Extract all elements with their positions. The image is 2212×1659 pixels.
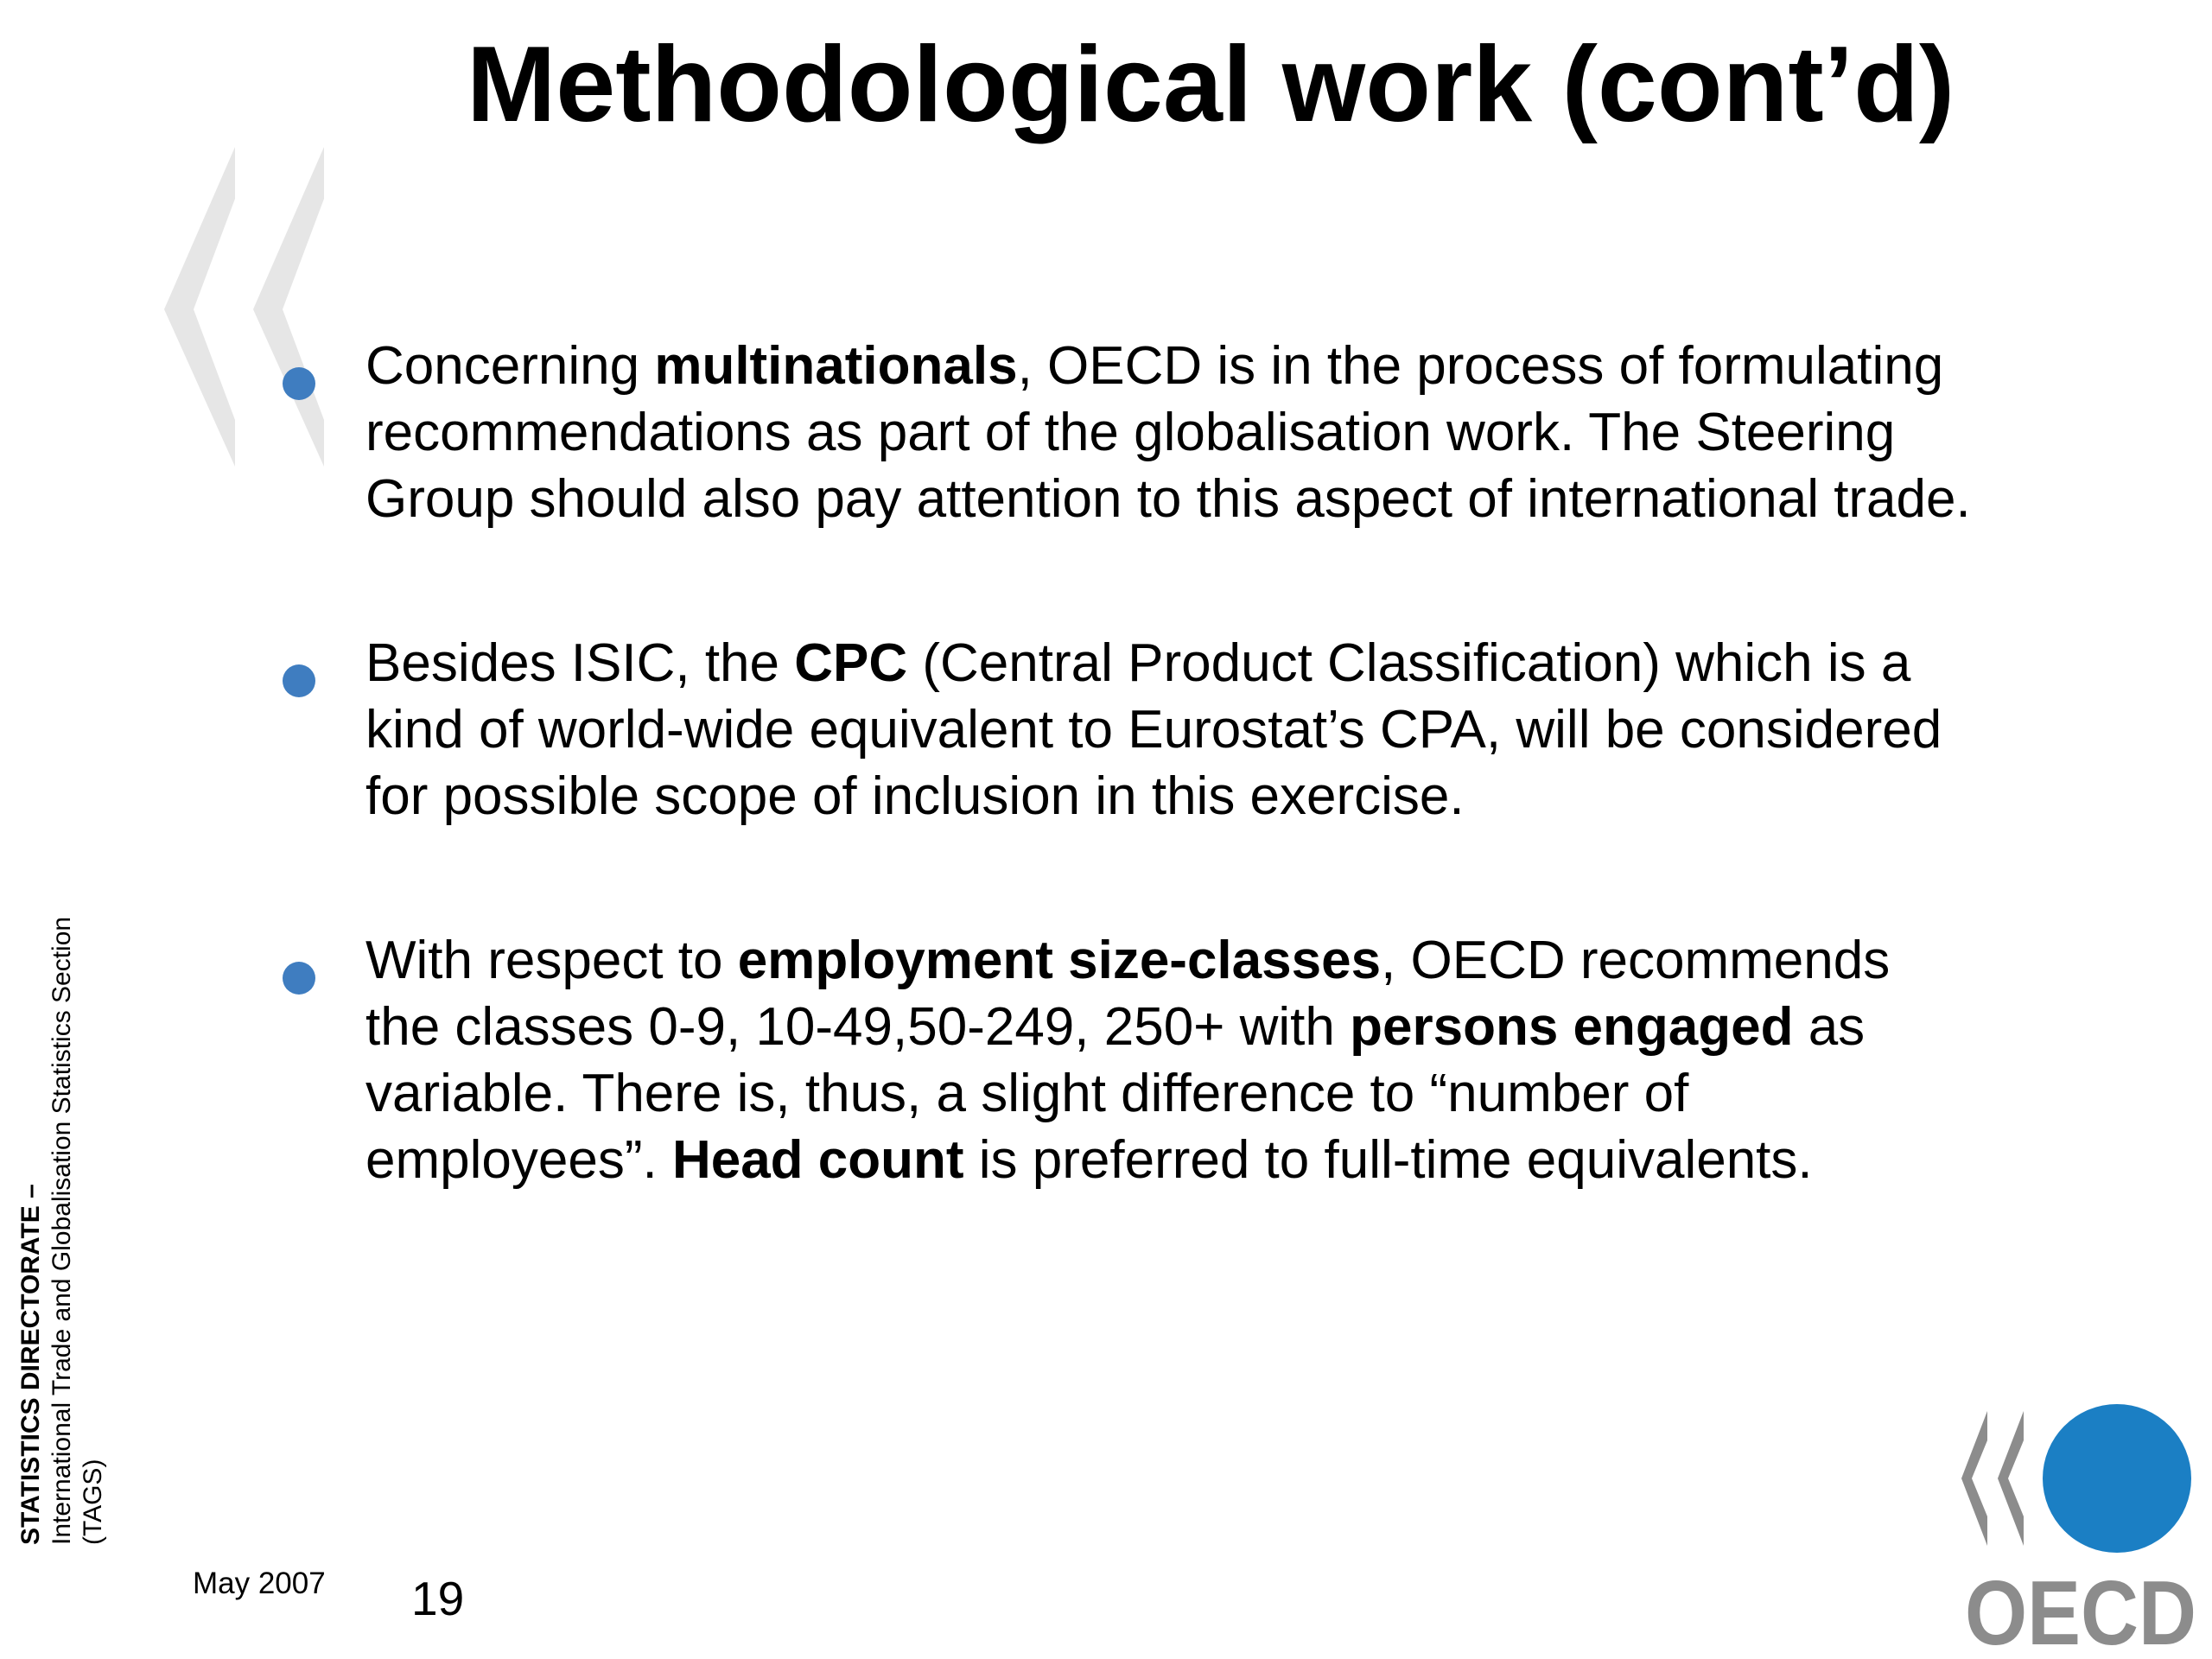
bullet-dot-icon (283, 664, 315, 697)
bullet-text-segment: recommendations as part of the globalisation work. The Steering (365, 403, 1896, 462)
bullet-text-line (365, 630, 2108, 696)
footer-date: May 2007 (193, 1567, 326, 1600)
bullet-text-segment: the classes 0-9, 10-49,50-249, 250+ with (365, 997, 1351, 1057)
side-caption-line-1: STATISTICS DIRECTORATE – (16, 1184, 45, 1545)
bullet-item (276, 630, 2108, 830)
bullet-list (276, 333, 2108, 1291)
bullet-emphasis: CPC (794, 633, 908, 693)
side-caption (16, 917, 109, 1545)
bullet-text-segment: is preferred to full-time equivalents. (963, 1130, 1813, 1190)
bullet-dot-icon (283, 962, 315, 995)
bullet-dot-icon (283, 367, 315, 400)
page-number: 19 (411, 1572, 465, 1625)
bullet-item (276, 333, 2108, 532)
bullet-text-segment: kind of world-wide equivalent to Eurostat’s CPA, will be considered (365, 700, 1942, 760)
bullet-text-segment: , OECD recommends (1381, 931, 1891, 990)
bullet-text-segment: , OECD is in the process of formulating (1017, 336, 1944, 396)
bullet-text-segment: Besides ISIC, the (365, 633, 795, 693)
bullet-item (276, 927, 2108, 1193)
bullet-text-line (365, 696, 2108, 763)
bullet-text-segment: (Central Product Classification) which is a (907, 633, 1911, 693)
bullet-text-line (365, 1060, 2108, 1127)
bullet-text-line (365, 399, 2108, 466)
bullet-emphasis: employment size-classes (737, 931, 1382, 990)
bullet-text-segment: variable. There is, thus, a slight difference to “number of (365, 1064, 1689, 1123)
bullet-text-segment: for possible scope of inclusion in this exercise. (365, 766, 1465, 826)
bullet-text-segment: as (1793, 997, 1866, 1057)
side-caption-line-3: (TAGS) (79, 1459, 107, 1545)
bullet-emphasis: persons engaged (1350, 997, 1794, 1057)
bullet-text-line (365, 927, 2108, 994)
bullet-text-segment: With respect to (365, 931, 738, 990)
bullet-text-line (365, 763, 2108, 830)
bullet-text-segment: employees”. (365, 1130, 672, 1190)
bullet-text-segment: Concerning (365, 336, 655, 396)
side-caption-line-2: International Trade and Globalisation Statistics Section (48, 916, 76, 1545)
oecd-logo-text: OECD (1965, 1562, 2196, 1650)
bullet-text-line (365, 1127, 2108, 1193)
bullet-text-segment: Group should also pay attention to this aspect of international trade. (365, 469, 1971, 529)
bullet-text-line (365, 994, 2108, 1060)
bullet-text-line (365, 333, 2108, 399)
bullet-emphasis: Head count (671, 1130, 964, 1190)
bullet-text-line (365, 466, 2108, 532)
oecd-logo-icon (1961, 1404, 2203, 1650)
bullet-emphasis: multinationals (654, 336, 1018, 396)
slide-title: Methodological work (cont’d) (467, 25, 1955, 144)
